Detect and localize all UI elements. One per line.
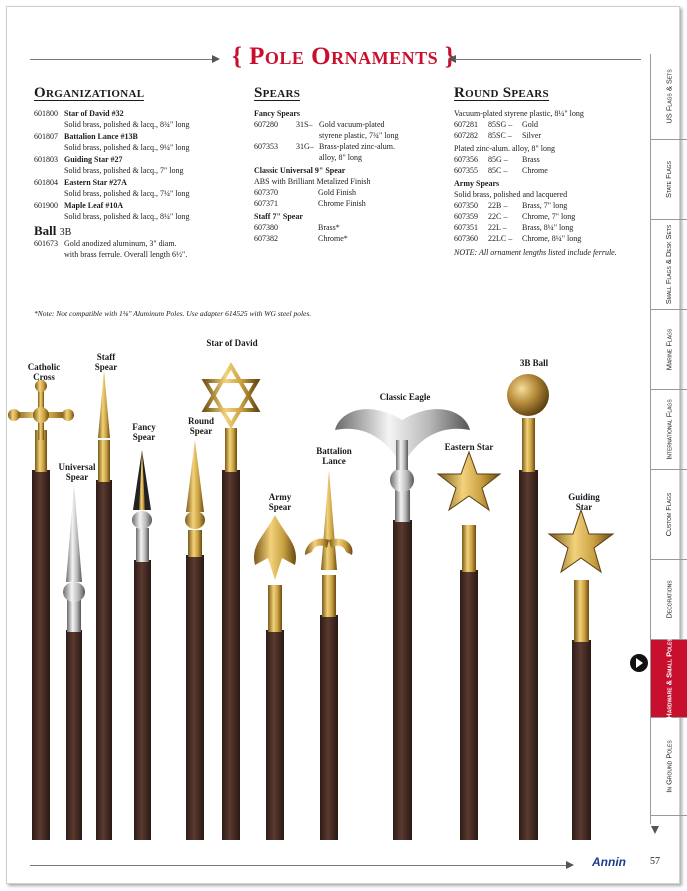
caption-guiding-star: Guiding Star: [568, 492, 600, 512]
item-desc: Solid brass, polished & lacq., 7" long: [64, 166, 184, 175]
caption-army-spear: Army Spear: [268, 492, 292, 512]
tab-label: US Flags & Sets: [664, 69, 674, 124]
army-item: [454, 233, 634, 244]
item-code: 607371: [254, 199, 278, 208]
fancy-spear-item: [254, 141, 434, 152]
item-desc: Brass*: [318, 223, 340, 232]
item-model: 22B –: [488, 201, 508, 210]
ball-model: 3B: [59, 227, 72, 238]
item-code: 607353: [254, 142, 278, 151]
army-spears-heading: Army Spears: [454, 179, 500, 188]
caption-staff-spear: Staff Spear: [94, 352, 118, 372]
fancy-spears-list: [254, 119, 434, 163]
organizational-heading: Organizational: [34, 85, 145, 101]
tab-marine-flags[interactable]: [651, 310, 687, 390]
ball-item: [34, 238, 239, 249]
tab-label: Marine Flags: [664, 328, 674, 371]
item-desc: Silver: [522, 131, 542, 140]
item-desc: Chrome, 8¼" long: [522, 234, 582, 243]
item-name: Maple Leaf #10A: [64, 201, 124, 210]
item-code: 607380: [254, 223, 278, 232]
item-model: 85SC –: [488, 131, 512, 140]
tab-label: In Ground Poles: [664, 740, 674, 793]
army-item: [454, 211, 634, 222]
tab-hardware-small-poles[interactable]: [651, 640, 687, 718]
item-code: 607355: [454, 166, 478, 175]
spears-heading: Spears: [254, 85, 301, 101]
item-desc: Gold: [522, 120, 538, 129]
title-rule-left: [30, 59, 218, 60]
fancy-spears-heading: Fancy Spears: [254, 109, 300, 118]
item-desc: Solid brass, polished & lacq., 7¼" long: [64, 189, 190, 198]
tab-label: State Flags: [664, 160, 674, 199]
footer-arrow-icon: [566, 861, 574, 869]
staff-spear-list: [254, 222, 434, 244]
item-model: 22L –: [488, 223, 507, 232]
organizational-item: [34, 154, 239, 165]
item-code: 607282: [454, 131, 478, 140]
caption-classic-eagle: Classic Eagle: [379, 392, 431, 402]
item-desc: Solid brass, polished & lacq., 8¼" long: [64, 212, 190, 221]
caption-fancy-spear: Fancy Spear: [132, 422, 156, 442]
army-spear-ornament: [254, 515, 296, 840]
tab-small-flags-desk-sets[interactable]: [651, 220, 687, 310]
caption-battalion-lance: Battalion Lance: [316, 446, 352, 466]
section-tabs: [650, 54, 686, 824]
item-name: Guiding Star #27: [64, 155, 123, 164]
item-name: Eastern Star #27A: [64, 178, 127, 187]
army-item: [454, 200, 634, 211]
classic-spear-item: [254, 198, 434, 209]
item-model: 85C –: [488, 166, 508, 175]
catholic-cross-ornament: [8, 380, 74, 840]
zinc-desc: Plated zinc-alum. alloy, 8" long: [454, 144, 555, 153]
item-code: 601807: [34, 132, 58, 141]
item-code: 601900: [34, 201, 58, 210]
item-name: Star of David #32: [64, 109, 124, 118]
ball-code: 601673: [34, 239, 58, 248]
item-model: 22LC –: [488, 234, 513, 243]
page-number: 57: [650, 856, 660, 867]
item-desc: Gold Finish: [318, 188, 357, 197]
zinc-list: [454, 154, 634, 176]
vacuum-desc: Vacuum-plated styrene plastic, 8¼" long: [454, 109, 584, 118]
ball-heading: [34, 225, 239, 238]
classic-spear-heading: Classic Universal 9" Spear: [254, 166, 346, 175]
item-desc: Chrome Finish: [318, 199, 366, 208]
staff-spear-item: [254, 233, 434, 244]
vac-item: [454, 119, 634, 130]
item-desc: Brass, 7" long: [522, 201, 568, 210]
item-desc: Solid brass, polished & lacq., 8¾" long: [64, 120, 190, 129]
classic-spear-list: [254, 187, 434, 209]
army-spears-list: [454, 200, 634, 244]
item-code: 607359: [454, 212, 478, 221]
brand-logo: Annin: [592, 855, 626, 869]
organizational-item: [34, 200, 239, 211]
item-model: 85G –: [488, 155, 508, 164]
ball-desc-2: with brass ferrule. Overall length 6½".: [64, 250, 188, 259]
organizational-list: [34, 108, 239, 222]
tab-custom-flags[interactable]: [651, 470, 687, 560]
tab-us-flags-sets[interactable]: [651, 54, 687, 140]
fancy-spear-ornament: [132, 450, 152, 840]
classic-spear-item: [254, 187, 434, 198]
ornaments-svg: [0, 330, 650, 850]
item-code: 607280: [254, 120, 278, 129]
item-model: 31S–: [296, 120, 313, 129]
ball-title: Ball: [34, 223, 57, 238]
round-spear-ornament: [185, 440, 205, 840]
tab-state-flags[interactable]: [651, 140, 687, 220]
tab-in-ground-poles[interactable]: [651, 718, 687, 816]
zinc-item: [454, 165, 634, 176]
item-desc-cont: alloy, 8" long: [319, 153, 362, 162]
item-code: 607370: [254, 188, 278, 197]
item-desc: Brass: [522, 155, 540, 164]
item-code: 607382: [254, 234, 278, 243]
title-arrow-right: [212, 55, 220, 63]
universal-spear-ornament: [63, 485, 85, 840]
item-desc: Gold vacuum-plated: [319, 120, 385, 129]
army-item: [454, 222, 634, 233]
caption-star-of-david: Star of David: [206, 338, 258, 348]
tab-label: Hardware & Small Poles: [664, 638, 674, 719]
item-model: 22C –: [488, 212, 508, 221]
item-desc: Brass-plated zinc-alum.: [319, 142, 395, 151]
item-desc: Chrome*: [318, 234, 348, 243]
item-desc-cont: styrene plastic, 7¾" long: [319, 131, 399, 140]
organizational-item: [34, 177, 239, 188]
caption-eastern-star: Eastern Star: [444, 442, 494, 452]
spears-section: [254, 85, 434, 244]
side-arrow-down-icon: [651, 826, 659, 834]
organizational-item: [34, 131, 239, 142]
item-code: 607351: [454, 223, 478, 232]
item-code: 607360: [454, 234, 478, 243]
army-spears-desc: Solid brass, polished and lacquered: [454, 190, 568, 199]
battalion-lance-ornament: [305, 470, 353, 840]
ball-ornament: [507, 374, 549, 840]
tab-label: Small Flags & Desk Sets: [664, 224, 674, 305]
tab-label: Custom Flags: [664, 492, 674, 537]
staff-spear-heading: Staff 7" Spear: [254, 212, 303, 221]
item-model: 31G–: [296, 142, 314, 151]
tab-label: International Flags: [664, 399, 674, 460]
current-section-pointer-icon: [630, 654, 648, 672]
ball-desc-1: Gold anodized aluminum, 3" diam.: [64, 239, 177, 248]
organizational-section: [34, 85, 239, 261]
organizational-item: [34, 108, 239, 119]
round-spears-heading: Round Spears: [454, 85, 549, 101]
length-note: NOTE: All ornament lengths listed include ferrule.: [454, 248, 617, 257]
footer-rule: [30, 865, 570, 866]
eastern-star-ornament: [438, 452, 500, 840]
ornaments-illustration: [0, 330, 650, 850]
vacuum-list: [454, 119, 634, 141]
tab-international-flags[interactable]: [651, 390, 687, 470]
title-rule-right: [455, 59, 641, 60]
tab-decorations[interactable]: [651, 560, 687, 640]
item-desc: Brass, 8¼" long: [522, 223, 574, 232]
star-of-david-ornament: [205, 366, 257, 840]
classic-spear-desc: ABS with Brilliant Metalized Finish: [254, 177, 371, 186]
caption-universal-spear: Universal Spear: [58, 462, 96, 482]
item-code: 601804: [34, 178, 58, 187]
item-code: 607356: [454, 155, 478, 164]
item-desc: Chrome, 7" long: [522, 212, 576, 221]
item-model: 85SG –: [488, 120, 513, 129]
staff-spear-item: [254, 222, 434, 233]
item-name: Battalion Lance #13B: [64, 132, 138, 141]
caption-3b-ball: 3B Ball: [519, 358, 549, 368]
page-title: { Pole Ornaments }: [232, 43, 456, 70]
caption-round-spear: Round Spear: [187, 416, 215, 436]
fancy-spear-item: [254, 119, 434, 130]
item-code: 607350: [454, 201, 478, 210]
round-spears-section: [454, 85, 634, 258]
item-code: 607281: [454, 120, 478, 129]
item-desc: Chrome: [522, 166, 548, 175]
compatibility-footnote: *Note: Not compatible with 1⅛" Aluminum Poles. Use adapter 614525 with WG steel poles.: [34, 309, 312, 318]
tab-label: Decorations: [664, 580, 674, 619]
staff-spear-ornament: [96, 370, 112, 840]
zinc-item: [454, 154, 634, 165]
item-code: 601803: [34, 155, 58, 164]
guiding-star-ornament: [549, 510, 613, 840]
item-code: 601800: [34, 109, 58, 118]
item-desc: Solid brass, polished & lacq., 9¼" long: [64, 143, 190, 152]
caption-catholic-cross: Catholic Cross: [27, 362, 61, 382]
vac-item: [454, 130, 634, 141]
